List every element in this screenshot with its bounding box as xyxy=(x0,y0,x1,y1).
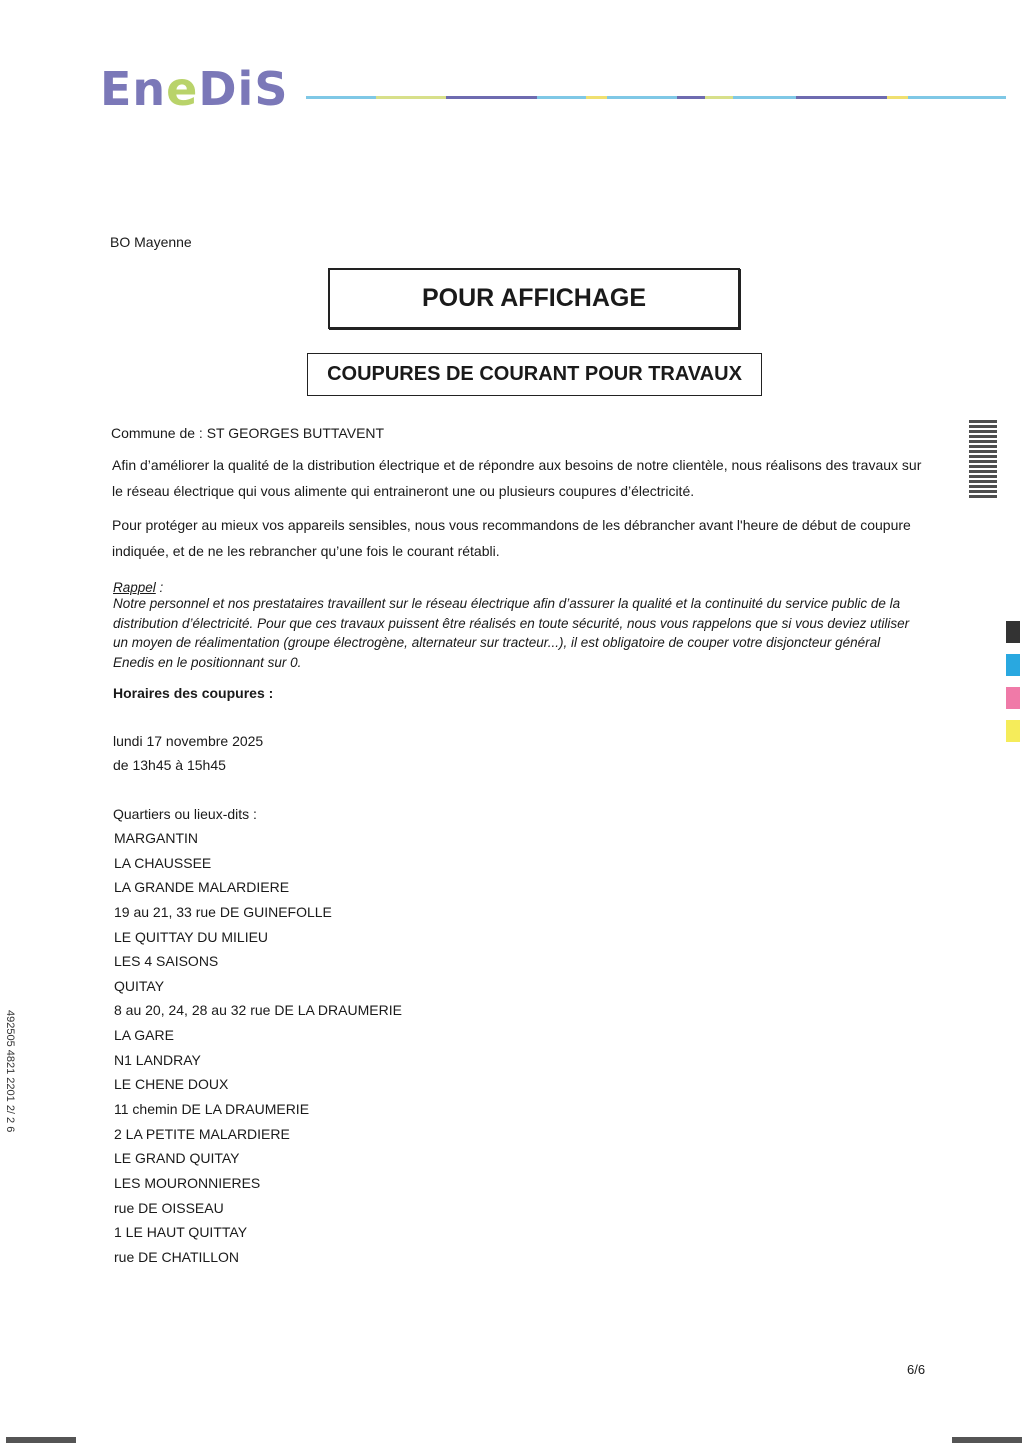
color-print-mark xyxy=(1006,654,1020,676)
outage-date: lundi 17 novembre 2025 xyxy=(113,733,264,749)
place-item: LA GARE xyxy=(114,1027,174,1044)
place-item: 1 LE HAUT QUITTAY xyxy=(114,1224,248,1241)
logo-part: e xyxy=(166,62,199,116)
place-item: LE QUITTAY DU MILIEU xyxy=(114,928,269,945)
intro-paragraph: Afin d’améliorer la qualité de la distribution électrique et de répondre aux besoins de notre clientèle, nous réalisons des travaux sur le réseau électrique qui vous alimente qui entraineront une ou plusieurs coupures d’électricité. xyxy=(112,457,922,499)
enedis-logo xyxy=(100,62,288,116)
horaires-heading: Horaires des coupures : xyxy=(113,685,274,701)
datamatrix-code xyxy=(969,418,997,498)
place-item: 11 chemin DE LA DRAUMERIE xyxy=(114,1101,310,1118)
places-list xyxy=(114,826,402,1270)
title-box: POUR AFFICHAGE xyxy=(328,268,740,329)
side-code: 492505 4821 2201 2/ 2 6 xyxy=(4,1010,16,1133)
quartiers-heading: Quartiers ou lieux-dits : xyxy=(113,806,257,822)
subtitle-box: COUPURES DE COURANT POUR TRAVAUX xyxy=(307,353,762,396)
place-item: MARGANTIN xyxy=(114,830,198,846)
place-item: LA GRANDE MALARDIERE xyxy=(114,879,290,896)
color-print-mark xyxy=(1006,720,1020,742)
place-item: 2 LA PETITE MALARDIERE xyxy=(114,1125,290,1142)
sender: BO Mayenne xyxy=(110,234,192,250)
logo-part: DiS xyxy=(198,62,289,116)
logo-part: En xyxy=(100,62,167,116)
scan-mark-left xyxy=(6,1437,76,1443)
place-item: rue DE CHATILLON xyxy=(114,1248,239,1265)
place-item: QUITAY xyxy=(114,977,165,994)
place-item: rue DE OISSEAU xyxy=(114,1199,224,1216)
page-number: 6/6 xyxy=(907,1362,926,1377)
place-item: N1 LANDRAY xyxy=(114,1051,201,1068)
rappel-text: Notre personnel et nos prestataires travaillent sur le réseau électrique afin d’assurer la qualité et la continuité du service public de la distribution d’électricité. Pour que ces travaux puissent être réalisés en toute sécurité, nous vous rappelons que si vous deviez utiliser un moyen de réalimentation (groupe électrogène, alternateur sur tracteur...), il est obligatoire de couper votre disjoncteur général Enedis en le positionnant sur 0. xyxy=(113,596,910,670)
place-item: LE CHENE DOUX xyxy=(114,1076,229,1093)
place-item: LE GRAND QUITAY xyxy=(114,1150,240,1167)
place-item: LES 4 SAISONS xyxy=(114,953,219,970)
color-print-mark xyxy=(1006,687,1020,709)
commune: Commune de : ST GEORGES BUTTAVENT xyxy=(111,425,385,441)
rappel-underlined: Rappel xyxy=(113,580,156,595)
place-item: 8 au 20, 24, 28 au 32 rue DE LA DRAUMERIE xyxy=(114,1002,402,1019)
place-item: LES MOURONNIERES xyxy=(114,1174,261,1191)
color-print-mark xyxy=(1006,621,1020,643)
scan-mark-right xyxy=(952,1437,1022,1443)
header-rule xyxy=(306,96,1006,99)
advice-paragraph: Pour protéger au mieux vos appareils sensibles, nous vous recommandons de les débrancher avant l'heure de début de coupure indiquée, et de ne les rebrancher qu’une fois le courant rétabli. xyxy=(112,517,911,559)
place-item: LA CHAUSSEE xyxy=(114,854,212,871)
rappel-colon: : xyxy=(155,580,164,595)
place-item: 19 au 21, 33 rue DE GUINEFOLLE xyxy=(114,903,332,920)
outage-time: de 13h45 à 15h45 xyxy=(113,757,226,773)
